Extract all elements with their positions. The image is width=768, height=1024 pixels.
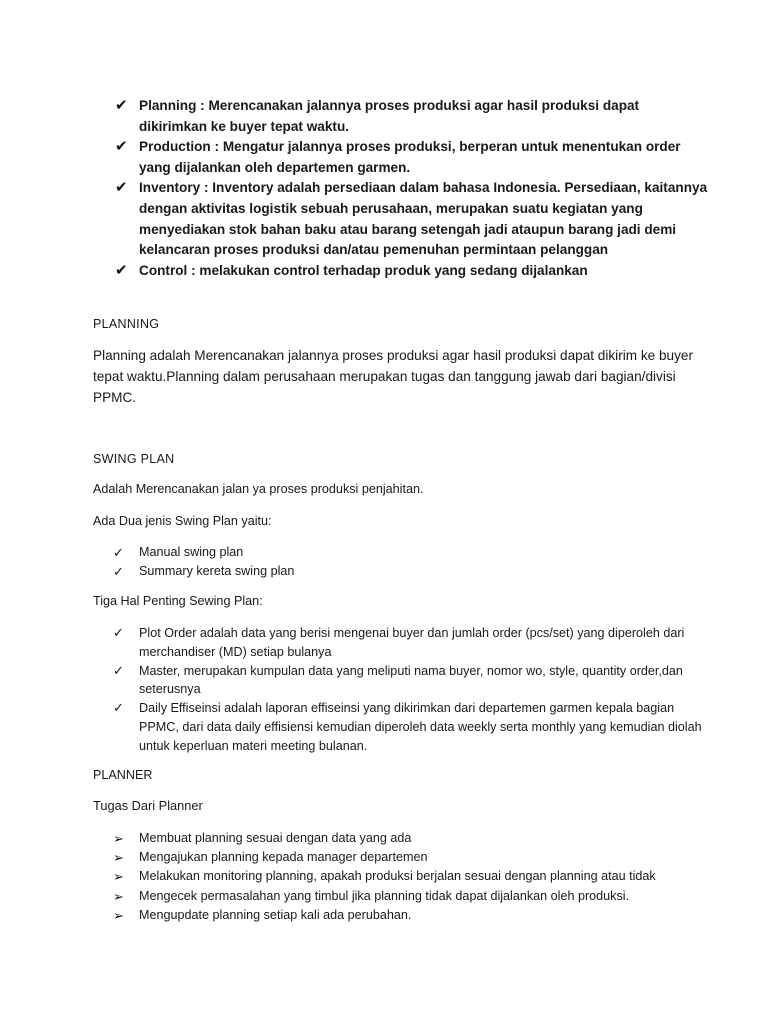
- planner-tasks-label: Tugas Dari Planner: [93, 798, 203, 813]
- sewing-plan-points-label: Tiga Hal Penting Sewing Plan:: [93, 594, 263, 608]
- list-item-text: Melakukan monitoring planning, apakah produksi berjalan sesuai dengan planning atau tidak: [139, 869, 656, 884]
- list-item: [93, 137, 708, 178]
- list-item-text: Mengecek permasalahan yang timbul jika planning tidak dapat dijalankan oleh produksi.: [139, 888, 630, 903]
- list-item-text: Inventory : Inventory adalah persediaan dalam bahasa Indonesia. Persediaan, kaitannya dengan aktivitas logistik sebuah perusahaan, merupakan suatu kegiatan yang menyediakan stok bahan baku atau barang setengah jadi ataupun barang jadi demi kelancaran proses produksi dan/atau pemenuhan permintaan pelanggan: [139, 180, 708, 258]
- list-item-text: Plot Order adalah data yang berisi mengenai buyer dan jumlah order (pcs/set) yang diperoleh dari merchandiser (MD) setiap bulanya: [139, 626, 685, 659]
- checkmark-icon: ✔: [115, 179, 128, 197]
- list-item: [93, 96, 708, 137]
- planner-tasks-list: [93, 829, 708, 925]
- list-item-text: Mengajukan planning kepada manager departemen: [139, 850, 428, 865]
- swing-plan-intro: Adalah Merencanakan jalan ya proses produksi penjahitan.: [93, 482, 424, 496]
- list-item: [93, 887, 708, 906]
- list-item-text: Membuat planning sesuai dengan data yang ada: [139, 831, 412, 845]
- list-item-text: Planning : Merencanakan jalannya proses produksi agar hasil produksi dapat dikirimkan ke buyer tepat waktu.: [139, 98, 640, 134]
- overview-checklist: [93, 96, 708, 281]
- arrow-bullet-icon: ➢: [113, 831, 124, 846]
- checkmark-icon: ✓: [113, 700, 124, 716]
- list-item-text: Manual swing plan: [139, 545, 244, 559]
- list-item-text: Mengupdate planning setiap kali ada perubahan.: [139, 907, 412, 922]
- planning-paragraph: Planning adalah Merencanakan jalannya proses produksi agar hasil produksi dapat dikirim ke buyer tepat waktu.Planning dalam perusahaan merupakan tugas dan tanggung jawab dari bagian/divisi PPMC.: [93, 348, 693, 405]
- checkmark-icon: ✔: [115, 97, 128, 114]
- list-item-text: Production : Mengatur jalannya proses produksi, berperan untuk menentukan order yang dijalankan oleh departemen garmen.: [139, 139, 681, 175]
- arrow-bullet-icon: ➢: [113, 869, 124, 885]
- checkmark-icon: ✔: [115, 138, 128, 156]
- list-item: [93, 543, 708, 562]
- swing-plan-heading: SWING PLAN: [93, 452, 175, 466]
- sewing-plan-points-list: [93, 624, 708, 756]
- swing-plan-types-list: [93, 543, 708, 581]
- checkmark-icon: ✔: [115, 261, 128, 279]
- list-item: [93, 829, 708, 848]
- checkmark-icon: ✓: [113, 625, 124, 640]
- list-item: [93, 662, 708, 700]
- planner-heading: PLANNER: [93, 768, 153, 782]
- list-item: [93, 848, 708, 867]
- list-item: [93, 699, 708, 755]
- list-item: [93, 178, 708, 260]
- list-item: [93, 624, 708, 662]
- arrow-bullet-icon: ➢: [113, 850, 124, 866]
- list-item: [93, 261, 708, 282]
- swing-plan-types-label: Ada Dua jenis Swing Plan yaitu:: [93, 514, 272, 528]
- checkmark-icon: ✓: [113, 662, 124, 678]
- list-item-text: Summary kereta swing plan: [139, 564, 295, 578]
- checkmark-icon: ✓: [113, 545, 124, 560]
- list-item: [93, 906, 708, 925]
- arrow-bullet-icon: ➢: [113, 888, 124, 904]
- list-item-text: Daily Effiseinsi adalah laporan effiseinsi yang dikirimkan dari departemen garmen kepala bagian PPMC, dari data daily effisiensi kemudian diperoleh data weekly serta monthly yang kemudian diolah untuk keperluan materi meeting bulanan.: [139, 701, 702, 753]
- list-item: [93, 867, 708, 886]
- checkmark-icon: ✓: [113, 564, 124, 579]
- arrow-bullet-icon: ➢: [113, 907, 124, 923]
- planning-heading: PLANNING: [93, 317, 160, 331]
- list-item: [93, 562, 708, 581]
- list-item-text: Control : melakukan control terhadap produk yang sedang dijalankan: [139, 262, 588, 278]
- list-item-text: Master, merupakan kumpulan data yang meliputi nama buyer, nomor wo, style, quantity order,dan seterusnya: [139, 663, 683, 697]
